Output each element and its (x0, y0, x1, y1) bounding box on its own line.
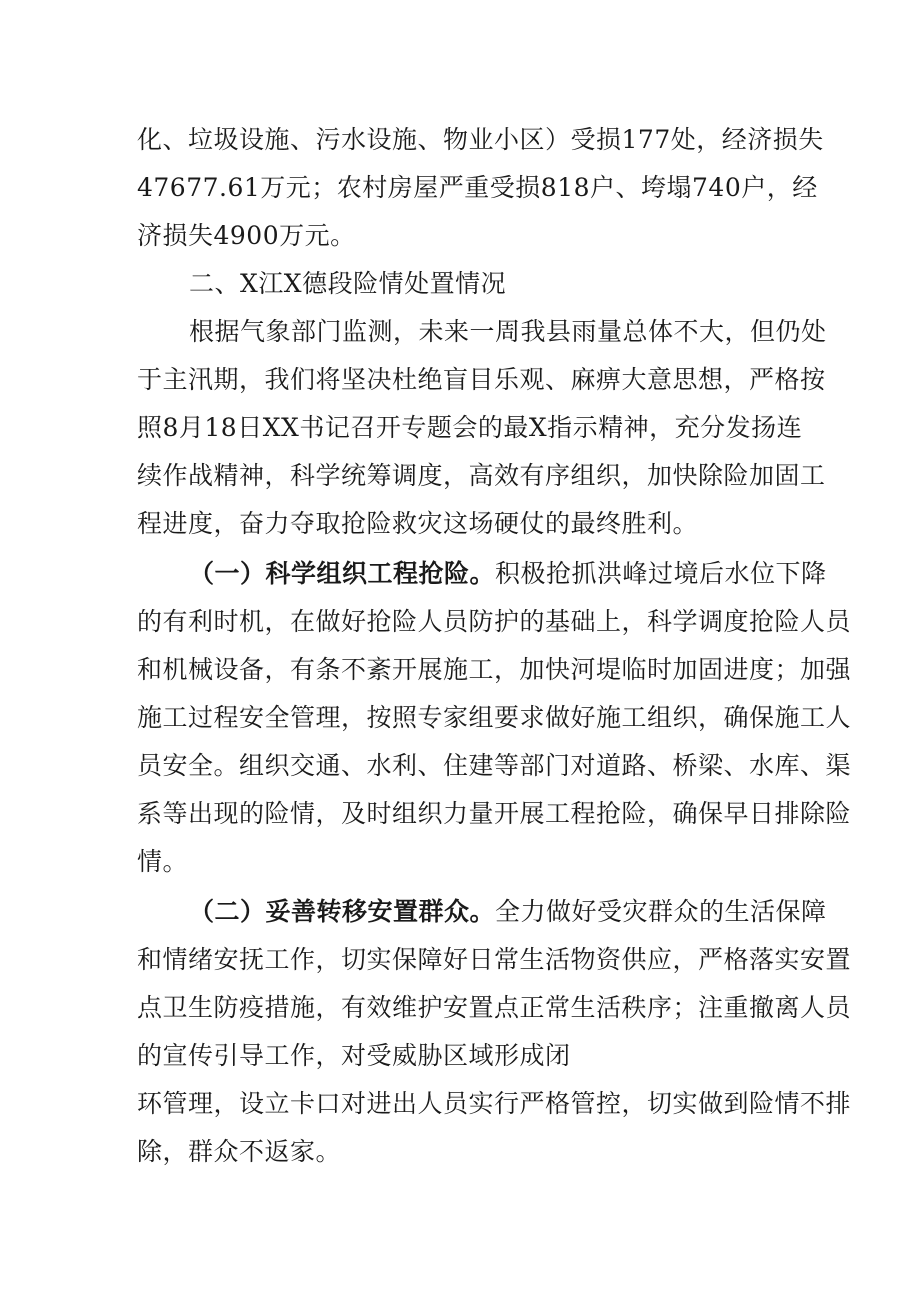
item2-title: （二）妥善转移安置群众。 (189, 897, 496, 926)
item2-line-2: 和情绪安抚工作，切实保障好日常生活物资供应，严格落实安置 (137, 945, 852, 974)
item1-first-line (189, 558, 827, 590)
item2-line-4: 的宣传引导工作，对受威胁区域形成闭 (137, 1041, 571, 1070)
section-para-line-4: 续作战精神，科学统筹调度，高效有序组织，加快除险加固工 (137, 461, 826, 490)
section-para-line-5: 程进度，奋力夺取抢险救灾这场硬仗的最终胜利。 (137, 509, 699, 538)
intro-line-1: 化、垃圾设施、污水设施、物业小区）受损177处，经济损失 (137, 125, 824, 154)
item1-line-4: 施工过程安全管理，按照专家组要求做好施工组织，确保施工人 (137, 703, 852, 732)
item1-line-6: 系等出现的险情，及时组织力量开展工程抢险，确保早日排除险 (137, 799, 852, 828)
item1-line-5: 员安全。组织交通、水利、住建等部门对道路、桥梁、水库、渠 (137, 751, 852, 780)
item1-line-3: 和机械设备，有条不紊开展施工，加快河堤临时加固进度；加强 (137, 655, 852, 684)
item2-line-6: 除，群众不返家。 (137, 1137, 342, 1166)
intro-line-2: 47677.61万元；农村房屋严重受损818户、垮塌740户，经 (137, 173, 818, 202)
item2-line-5: 环管理，设立卡口对进出人员实行严格管控，切实做到险情不排 (137, 1089, 852, 1118)
item1-title: （一）科学组织工程抢险。 (189, 559, 496, 588)
item1-line-2: 的有利时机，在做好抢险人员防护的基础上，科学调度抢险人员 (137, 607, 852, 636)
item2-line-3: 点卫生防疫措施，有效维护安置点正常生活秩序；注重撤离人员 (137, 993, 852, 1022)
section-para-line-3: 照8月18日XX书记召开专题会的最X指示精神，充分发扬连 (137, 413, 803, 442)
section-para-line-2: 于主汛期，我们将坚决杜绝盲目乐观、麻痹大意思想，严格按 (137, 365, 826, 394)
section-para-line-1: 根据气象部门监测，未来一周我县雨量总体不大，但仍处 (189, 317, 827, 346)
intro-line-3: 济损失4900万元。 (137, 221, 356, 250)
item1-line-7: 情。 (137, 847, 189, 876)
item2-first-line-rest: 全力做好受灾群众的生活保障 (495, 897, 827, 926)
section-heading: 二、X江X德段险情处置情况 (189, 269, 507, 298)
item1-first-line-rest: 积极抢抓洪峰过境后水位下降 (495, 559, 827, 588)
item2-first-line (189, 896, 827, 928)
